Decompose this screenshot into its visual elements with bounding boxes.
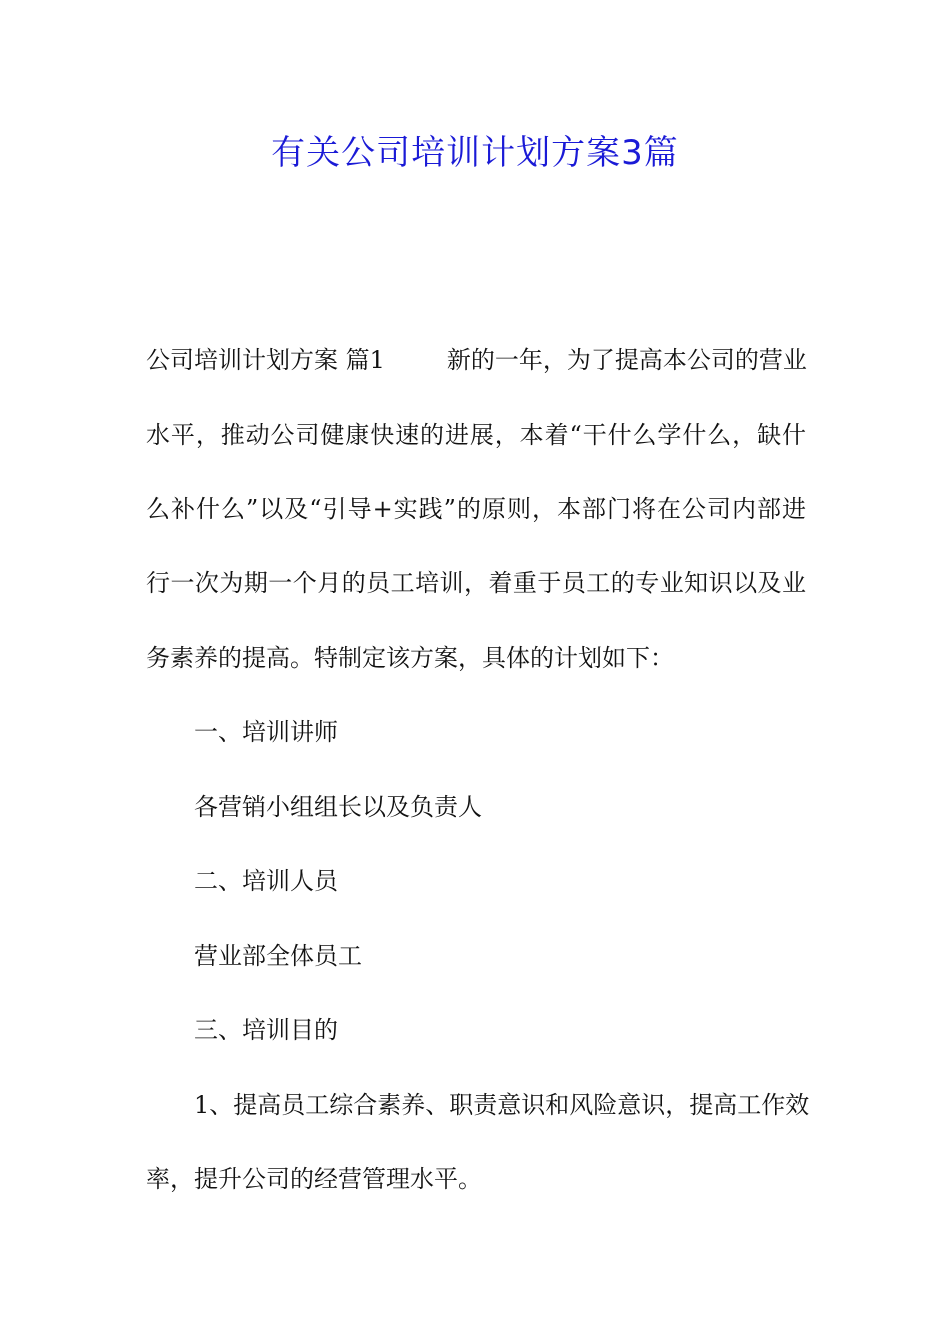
intro-line-4: 行一次为期一个月的员工培训，着重于员工的专业知识以及业 [146,569,806,597]
section-heading-trainees: 二、培训人员 [194,867,338,895]
section-heading-part1: 公司培训计划方案 篇1 [146,346,385,374]
document-title: 有关公司培训计划方案3篇 [271,133,679,173]
purpose-item-1-line-1: 1、提高员工综合素养、职责意识和风险意识，提高工作效 [194,1091,810,1119]
intro-line-1 [146,342,806,378]
section-heading-trainer: 一、培训讲师 [194,718,338,746]
section-heading-purpose: 三、培训目的 [194,1016,338,1044]
section-body-trainees: 营业部全体员工 [194,942,362,970]
section-body-trainer: 各营销小组组长以及负责人 [194,793,482,821]
intro-line-2: 水平，推动公司健康快速的进展，本着“干什么学什么，缺什 [146,421,806,449]
intro-line-5: 务素养的提高。特制定该方案，具体的计划如下： [146,644,674,672]
paragraph-text: 新的一年，为了提高本公司的营业 [446,346,807,374]
purpose-item-1-line-2: 率，提升公司的经营管理水平。 [146,1165,482,1193]
intro-line-3: 么补什么”以及“引导+实践”的原则，本部门将在公司内部进 [146,495,806,523]
